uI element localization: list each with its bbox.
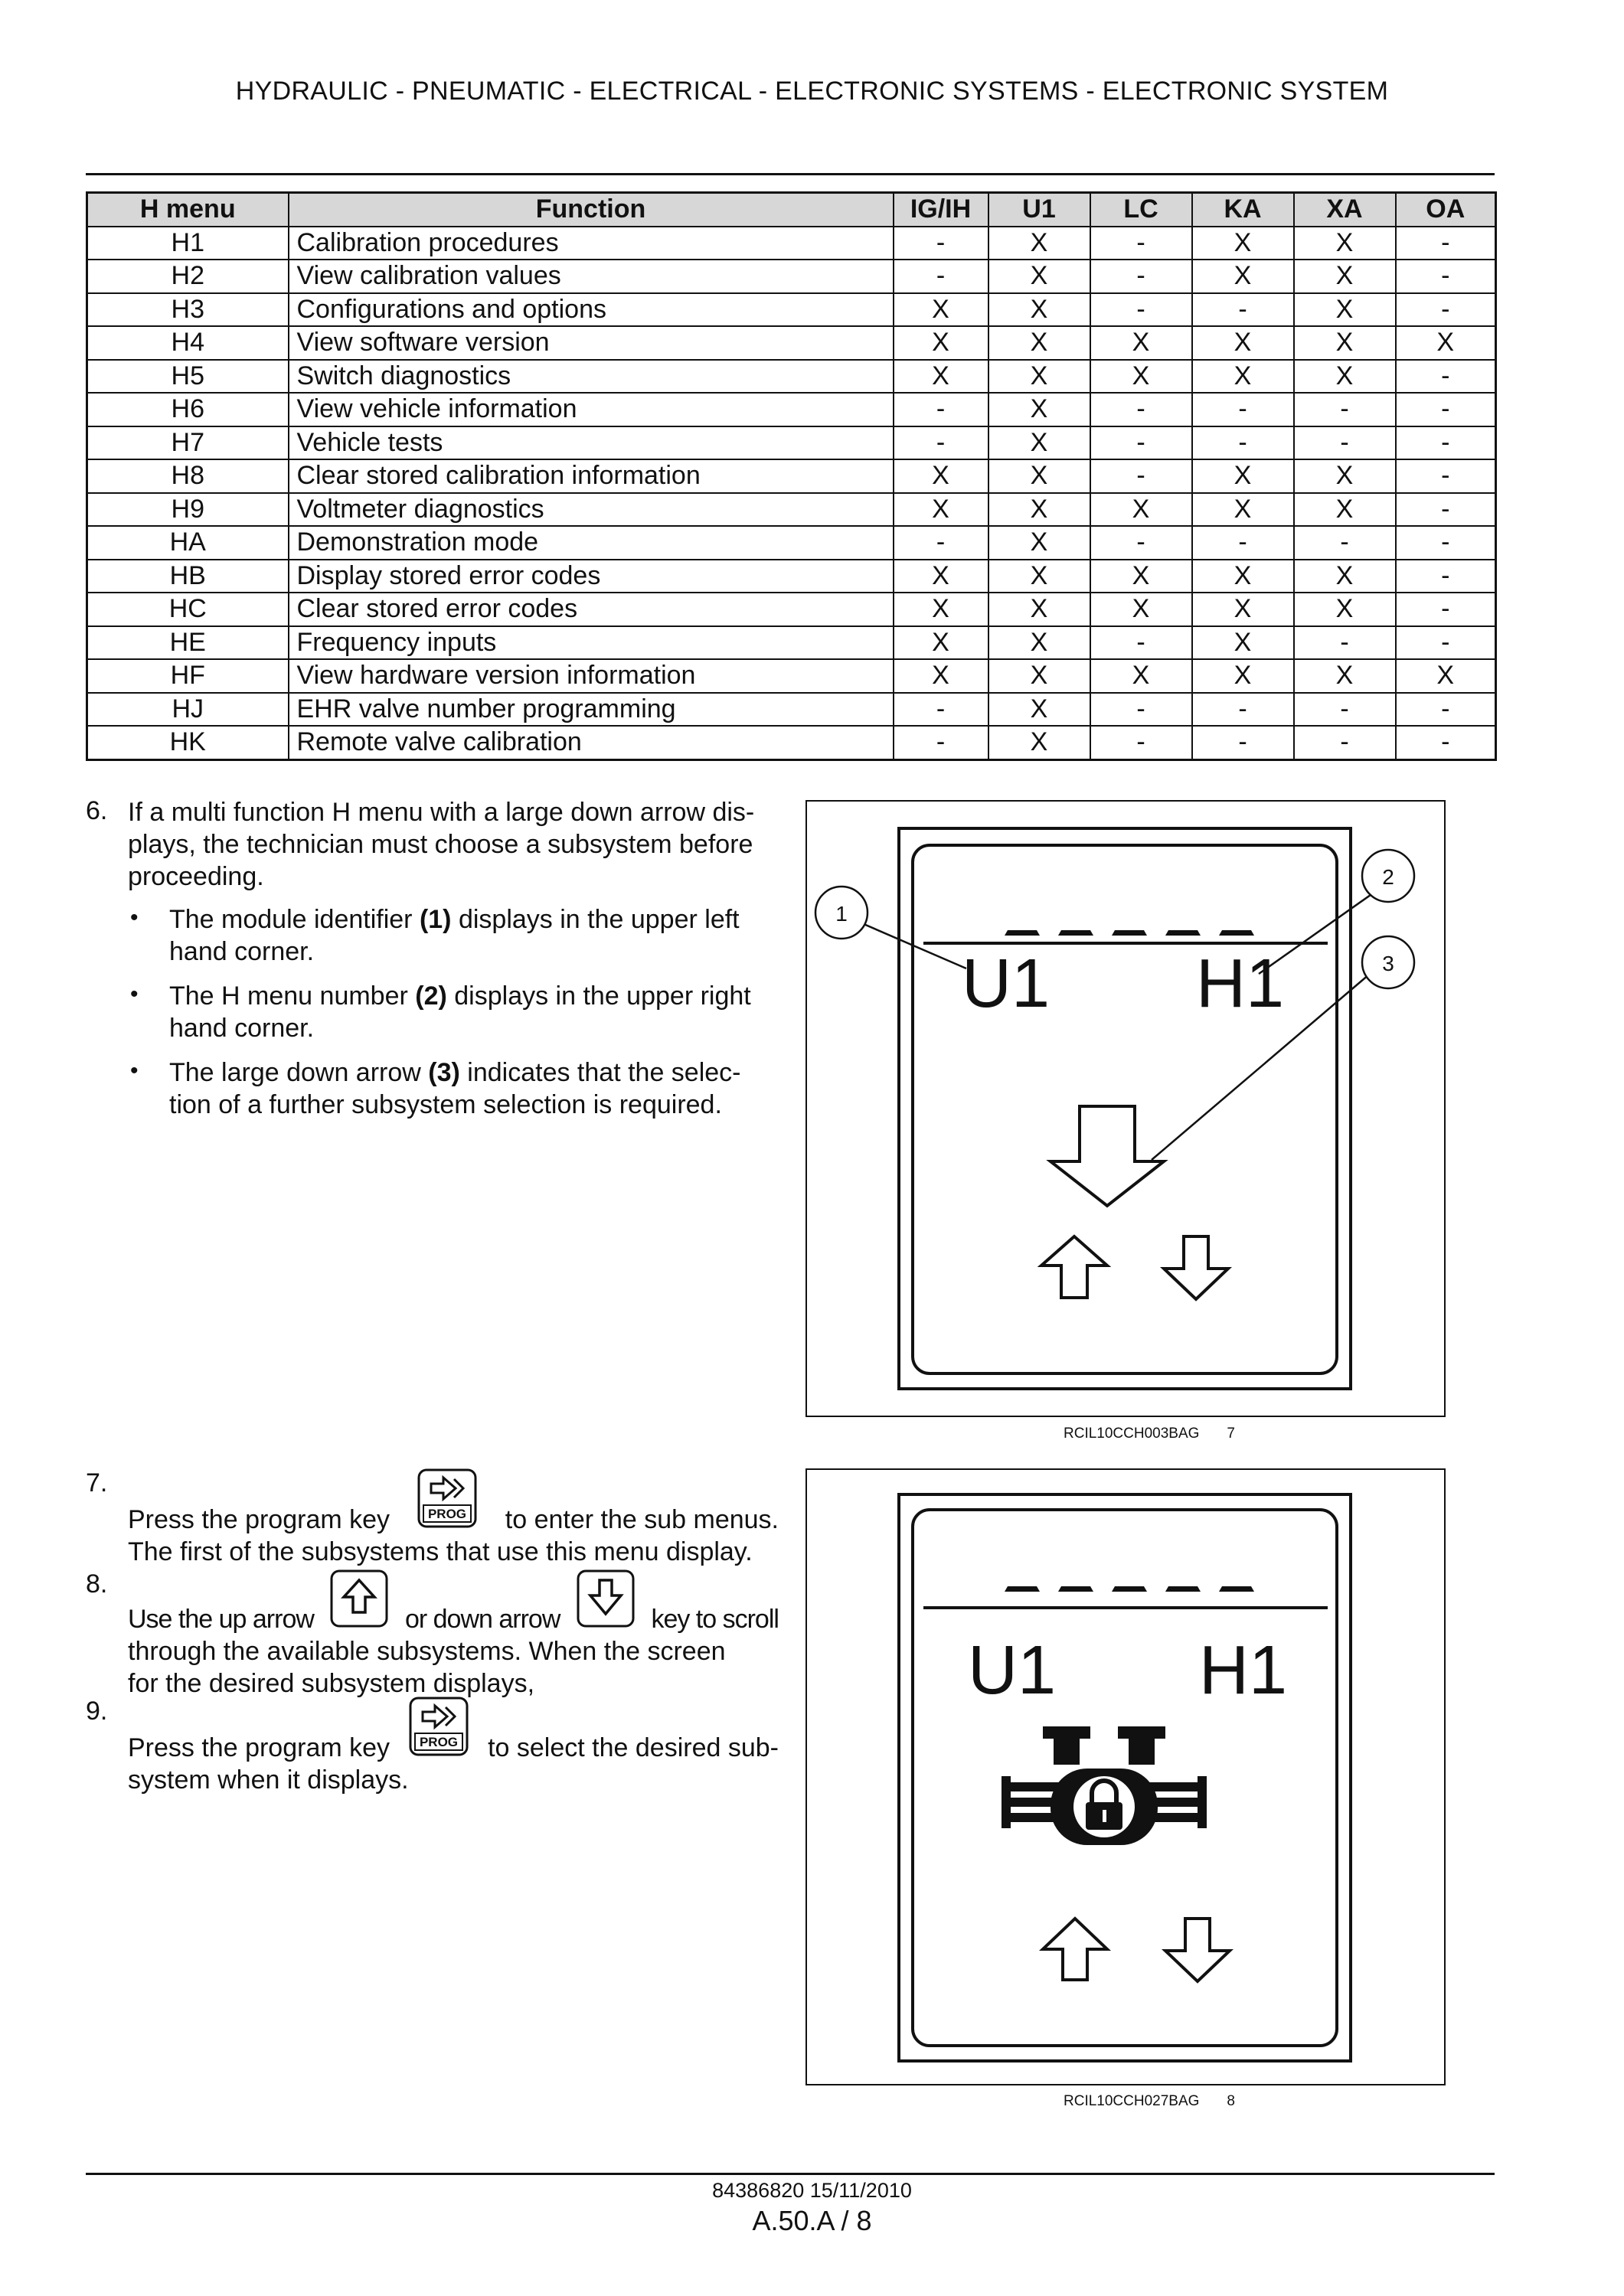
h-menu-code: HF [87, 659, 289, 693]
availability-cell: - [1396, 393, 1496, 426]
availability-cell: X [894, 659, 988, 693]
availability-cell: X [1294, 326, 1396, 360]
availability-cell: X [1192, 227, 1294, 260]
h-menu-code: H8 [87, 459, 289, 493]
function-name: View hardware version information [289, 659, 894, 693]
step-7-text: Press the program key PROG to enter the sub menus. The first of the subsystems that use this menu display. [128, 1468, 779, 1568]
availability-cell: X [988, 526, 1090, 560]
availability-cell: - [1396, 560, 1496, 593]
column-header: U1 [988, 193, 1090, 227]
availability-cell: X [1396, 659, 1496, 693]
table-row [87, 526, 1496, 560]
table-row [87, 227, 1496, 260]
availability-cell: X [1396, 326, 1496, 360]
availability-cell: - [1192, 393, 1294, 426]
down-arrow-icon [1164, 1236, 1228, 1299]
bullet-large-down-arrow: The large down arrow (3) indicates that the selec- tion of a further subsystem selection is required. [169, 1058, 741, 1119]
footer-rule [86, 2173, 1495, 2175]
availability-cell: X [1294, 360, 1396, 394]
table-row [87, 459, 1496, 493]
figure-7-number: 7 [1227, 1426, 1235, 1442]
bullet-icon: • [130, 905, 139, 930]
availability-cell: X [1090, 326, 1192, 360]
availability-cell: X [1090, 659, 1192, 693]
availability-cell: X [988, 659, 1090, 693]
availability-cell: - [1294, 426, 1396, 460]
up-arrow-icon [1043, 1919, 1107, 1980]
h-menu-table [86, 191, 1497, 761]
table-row [87, 693, 1496, 727]
step-7-number: 7. [86, 1468, 108, 1497]
table-row [87, 393, 1496, 426]
figure-7 [805, 800, 1446, 1417]
function-name: View vehicle information [289, 393, 894, 426]
h-menu-code: H4 [87, 326, 289, 360]
h-menu-code: H5 [87, 360, 289, 394]
availability-cell: - [1192, 726, 1294, 759]
availability-cell: - [1396, 726, 1496, 759]
figure-8-number: 8 [1227, 2093, 1235, 2109]
header-rule [86, 173, 1495, 175]
step-6-intro-line: If a multi function H menu with a large down arrow dis- [128, 798, 755, 827]
availability-cell: X [1294, 593, 1396, 626]
figure-8-code: RCIL10CCH027BAG [1064, 2093, 1200, 2109]
table-row [87, 626, 1496, 660]
availability-cell: X [894, 626, 988, 660]
availability-cell: X [988, 693, 1090, 727]
table-row [87, 360, 1496, 394]
prog-key-label: PROG [420, 1735, 459, 1749]
availability-cell: X [894, 560, 988, 593]
availability-cell: X [1192, 360, 1294, 394]
callout-2: 2 [1382, 865, 1394, 889]
availability-cell: X [894, 459, 988, 493]
availability-cell: - [894, 393, 988, 426]
availability-cell: - [1090, 693, 1192, 727]
availability-cell: - [1396, 260, 1496, 293]
availability-cell: X [988, 260, 1090, 293]
step-6-intro-line: proceeding. [128, 862, 264, 891]
availability-cell: - [894, 526, 988, 560]
h-menu-code: H2 [87, 260, 289, 293]
availability-cell: - [1396, 693, 1496, 727]
h-menu-code: HJ [87, 693, 289, 727]
h-menu-code: HE [87, 626, 289, 660]
table-row [87, 493, 1496, 527]
down-arrow-key-icon [577, 1569, 635, 1635]
availability-cell: - [1294, 393, 1396, 426]
availability-cell: X [988, 493, 1090, 527]
availability-cell: - [894, 726, 988, 759]
availability-cell: - [1090, 526, 1192, 560]
availability-cell: - [1294, 726, 1396, 759]
figure-8-drawing [807, 1470, 1444, 2084]
availability-cell: X [1192, 493, 1294, 527]
figure-8-caption [1064, 2093, 1235, 2110]
availability-cell: X [894, 360, 988, 394]
bullet-h-menu-number: The H menu number (2) displays in the upper right hand corner. [169, 981, 751, 1043]
function-name: Switch diagnostics [289, 360, 894, 394]
function-name: Clear stored error codes [289, 593, 894, 626]
figure-7-code: RCIL10CCH003BAG [1064, 1426, 1200, 1442]
step-6-number: 6. [86, 796, 108, 825]
figure-7-caption [1064, 1426, 1235, 1442]
availability-cell: X [1192, 659, 1294, 693]
table-row [87, 326, 1496, 360]
down-arrow-icon [1165, 1919, 1230, 1981]
function-name: Configurations and options [289, 293, 894, 327]
large-down-arrow-icon [1051, 1106, 1164, 1206]
availability-cell: X [988, 626, 1090, 660]
prog-key-icon [409, 1697, 469, 1764]
availability-cell: - [1396, 426, 1496, 460]
table-row [87, 726, 1496, 759]
availability-cell: X [1192, 459, 1294, 493]
availability-cell: - [1090, 293, 1192, 327]
step-8-number: 8. [86, 1569, 108, 1599]
availability-cell: X [1294, 293, 1396, 327]
segment-dashes [1005, 1586, 1254, 1592]
bullet-icon: • [130, 981, 139, 1007]
figure-7-drawing [807, 802, 1444, 1416]
h-menu-code: HA [87, 526, 289, 560]
bullet-icon: • [130, 1058, 139, 1083]
availability-cell: X [988, 560, 1090, 593]
availability-cell: - [894, 260, 988, 293]
availability-cell: - [1294, 526, 1396, 560]
availability-cell: - [1090, 260, 1192, 293]
callout-3: 3 [1382, 952, 1394, 975]
prog-key-icon [417, 1468, 477, 1536]
step-6-intro-line: plays, the technician must choose a subsystem before [128, 830, 753, 859]
function-name: Calibration procedures [289, 227, 894, 260]
availability-cell: X [1294, 459, 1396, 493]
column-header: IG/IH [894, 193, 988, 227]
module-identifier: U1 [968, 1632, 1057, 1709]
availability-cell: X [1192, 626, 1294, 660]
availability-cell: X [988, 426, 1090, 460]
function-name: Remote valve calibration [289, 726, 894, 759]
step-8-text: Use the up arrow or down arrow key to scroll through the available subsystems. When the screen for the desired subsystem displays, [128, 1569, 779, 1700]
function-name: Frequency inputs [289, 626, 894, 660]
availability-cell: X [988, 393, 1090, 426]
footer-page-number: A.50.A / 8 [752, 2205, 872, 2236]
availability-cell: - [1090, 426, 1192, 460]
availability-cell: - [1090, 726, 1192, 759]
availability-cell: X [1192, 560, 1294, 593]
column-header: KA [1192, 193, 1294, 227]
availability-cell: X [988, 459, 1090, 493]
availability-cell: X [1090, 493, 1192, 527]
availability-cell: X [1294, 227, 1396, 260]
h-menu-code: HC [87, 593, 289, 626]
h-menu-code: HB [87, 560, 289, 593]
table-row [87, 426, 1496, 460]
module-identifier: U1 [962, 946, 1051, 1022]
footer-doc-id: 84386820 15/11/2010 [712, 2179, 912, 2202]
function-name: EHR valve number programming [289, 693, 894, 727]
function-name: View software version [289, 326, 894, 360]
availability-cell: X [988, 293, 1090, 327]
table-row [87, 293, 1496, 327]
table-row [87, 659, 1496, 693]
function-name: Voltmeter diagnostics [289, 493, 894, 527]
column-header: LC [1090, 193, 1192, 227]
availability-cell: X [1090, 593, 1192, 626]
h-menu-code: HK [87, 726, 289, 759]
locked-valve-icon [1002, 1726, 1207, 1845]
segment-dashes [1005, 930, 1254, 936]
availability-cell: X [1192, 593, 1294, 626]
table-row [87, 560, 1496, 593]
h-menu-number: H1 [1196, 946, 1285, 1022]
availability-cell: X [988, 227, 1090, 260]
availability-cell: - [1192, 293, 1294, 327]
availability-cell: - [1396, 459, 1496, 493]
availability-cell: X [1294, 260, 1396, 293]
bullet-module-identifier: The module identifier (1) displays in the upper left hand corner. [169, 905, 740, 966]
availability-cell: - [1090, 227, 1192, 260]
availability-cell: X [894, 593, 988, 626]
availability-cell: X [894, 493, 988, 527]
step-6-text [128, 796, 779, 893]
availability-cell: - [894, 227, 988, 260]
availability-cell: - [1192, 426, 1294, 460]
h-menu-code: H1 [87, 227, 289, 260]
availability-cell: X [1294, 493, 1396, 527]
availability-cell: - [1192, 693, 1294, 727]
figure-8 [805, 1468, 1446, 2085]
availability-cell: - [1396, 360, 1496, 394]
availability-cell: - [894, 426, 988, 460]
availability-cell: - [1396, 227, 1496, 260]
availability-cell: X [988, 326, 1090, 360]
callout-1: 1 [835, 902, 848, 926]
function-name: Display stored error codes [289, 560, 894, 593]
h-menu-number: H1 [1199, 1632, 1288, 1709]
availability-cell: - [1090, 459, 1192, 493]
column-header: H menu [87, 193, 289, 227]
h-menu-code: H6 [87, 393, 289, 426]
h-menu-code: H7 [87, 426, 289, 460]
h-menu-code: H9 [87, 493, 289, 527]
availability-cell: - [894, 693, 988, 727]
h-menu-code: H3 [87, 293, 289, 327]
page-header: HYDRAULIC - PNEUMATIC - ELECTRICAL - ELECTRONIC SYSTEMS - ELECTRONIC SYSTEM [235, 77, 1389, 106]
table-row [87, 260, 1496, 293]
function-name: Demonstration mode [289, 526, 894, 560]
availability-cell: - [1090, 393, 1192, 426]
up-arrow-key-icon [330, 1569, 388, 1635]
function-name: Clear stored calibration information [289, 459, 894, 493]
column-header: XA [1294, 193, 1396, 227]
availability-cell: - [1294, 626, 1396, 660]
column-header: OA [1396, 193, 1496, 227]
table-row [87, 593, 1496, 626]
availability-cell: X [988, 593, 1090, 626]
function-name: View calibration values [289, 260, 894, 293]
availability-cell: X [988, 360, 1090, 394]
table-header-row [87, 193, 1496, 227]
availability-cell: - [1396, 293, 1496, 327]
step-9-number: 9. [86, 1697, 108, 1726]
availability-cell: X [1090, 360, 1192, 394]
availability-cell: - [1396, 593, 1496, 626]
availability-cell: X [1192, 326, 1294, 360]
availability-cell: X [1192, 260, 1294, 293]
step-9-text: Press the program key PROG to select the desired sub- system when it displays. [128, 1697, 779, 1796]
availability-cell: X [1294, 560, 1396, 593]
up-arrow-icon [1041, 1236, 1107, 1298]
availability-cell: - [1396, 626, 1496, 660]
availability-cell: - [1294, 693, 1396, 727]
availability-cell: X [894, 293, 988, 327]
column-header: Function [289, 193, 894, 227]
prog-key-label: PROG [428, 1507, 467, 1521]
availability-cell: X [988, 726, 1090, 759]
availability-cell: - [1090, 626, 1192, 660]
availability-cell: - [1396, 493, 1496, 527]
availability-cell: - [1396, 526, 1496, 560]
availability-cell: X [894, 326, 988, 360]
availability-cell: X [1294, 659, 1396, 693]
function-name: Vehicle tests [289, 426, 894, 460]
availability-cell: - [1192, 526, 1294, 560]
availability-cell: X [1090, 560, 1192, 593]
